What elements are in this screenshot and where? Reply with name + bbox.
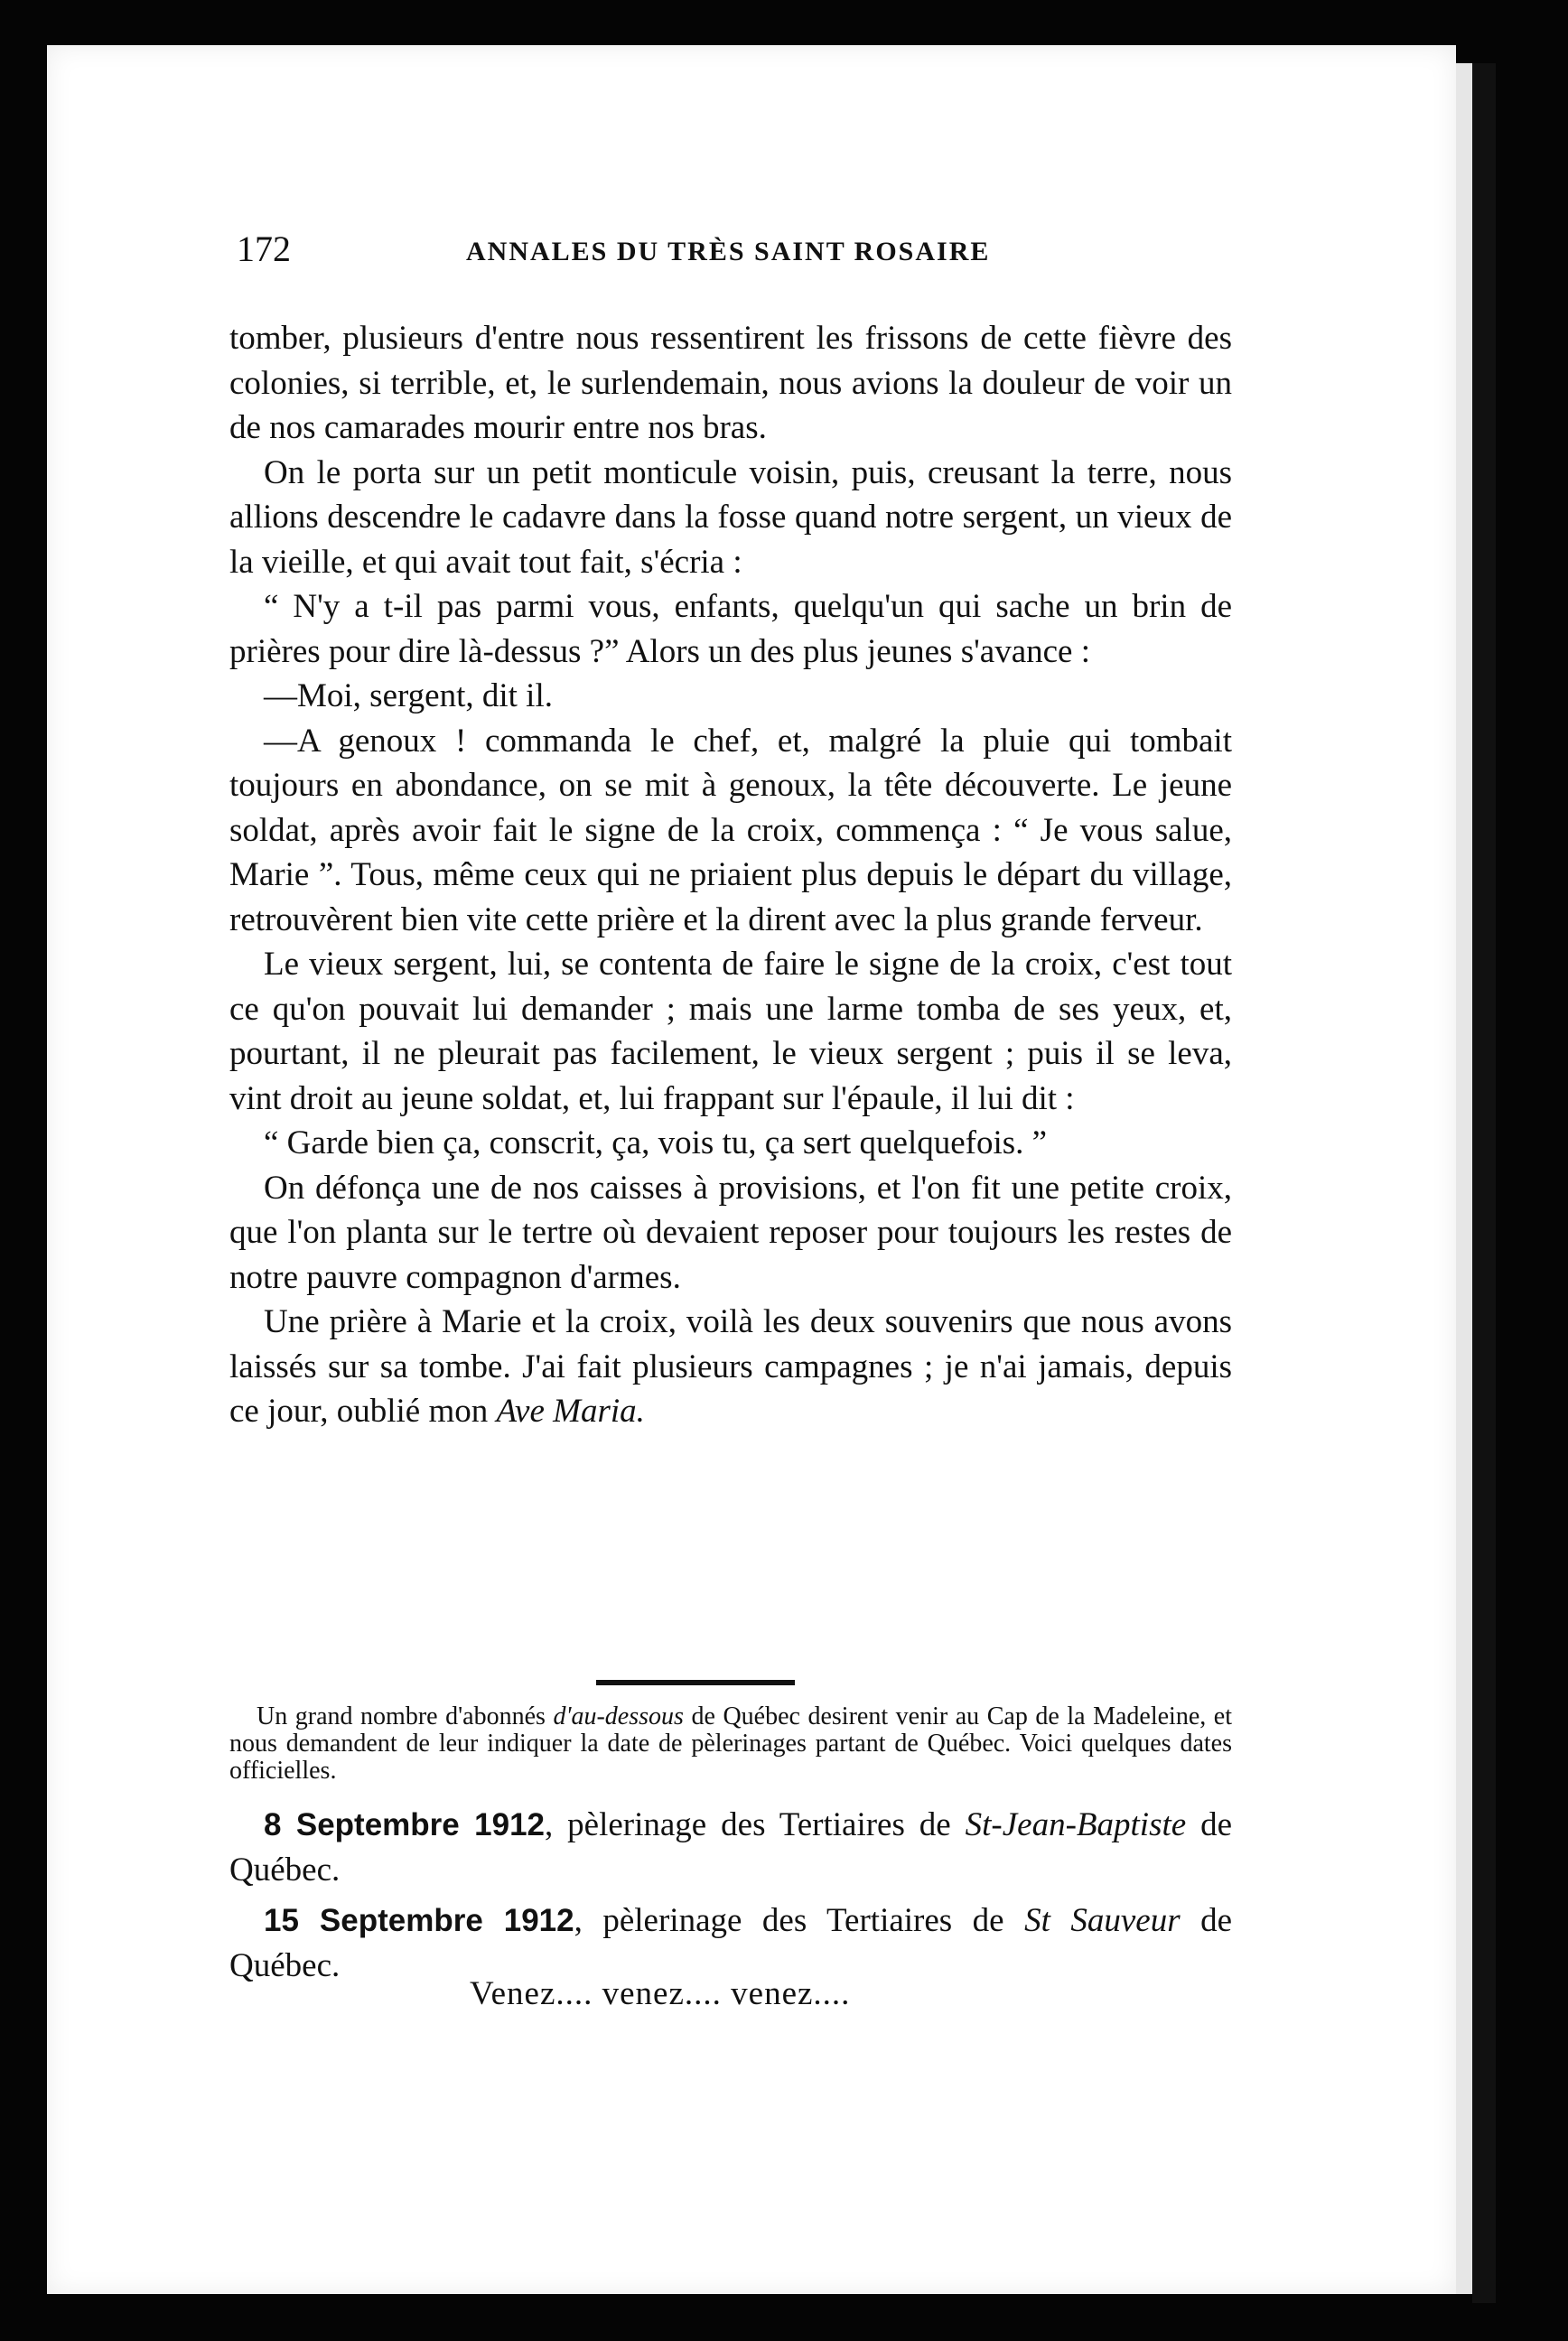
paragraph: —A genoux ! commanda le chef, et, malgré la pluie qui tombait toujours en abondance, on se mit à genoux, la tête découverte. Le jeune soldat, après avoir fait le signe de la croix, commença : “ Je vous salue, Marie ”. Tous, même ceux qui ne priaient plus depuis le départ du village, retrouvèrent bien vite cette prière et la dirent avec la plus grande ferveur. — [229, 722, 1232, 938]
running-title: ANNALES DU TRÈS SAINT ROSAIRE — [466, 237, 991, 266]
date-entry — [229, 1803, 1232, 1893]
paragraph: “ Garde bien ça, conscrit, ça, vois tu, ça sert quelquefois. ” — [264, 1124, 1048, 1161]
binding-shadow — [1472, 63, 1496, 2303]
notice-text: Un grand nombre d'abonnés — [257, 1702, 546, 1730]
notice-text: de Québec desirent venir au Cap de la Madeleine, et nous demandent de leur indiquer la date de pèlerinages partant de Québec. Voici quelques dates officielles. — [229, 1702, 1232, 1785]
date-place: St Sauveur — [1024, 1902, 1181, 1939]
pilgrimage-notice — [229, 1703, 1232, 1785]
section-divider — [596, 1680, 795, 1685]
paragraph: Le vieux sergent, lui, se contenta de faire le signe de la croix, c'est tout ce qu'on pouvait lui demander ; mais une larme tomba de ses yeux, et, pourtant, il ne pleurait pas facilement, le vieux sergent ; puis il se leva, vint droit au jeune soldat, et, lui frappant sur l'épaule, il lui dit : — [229, 946, 1232, 1117]
notice-paragraph — [229, 1703, 1232, 1785]
paragraph: —Moi, sergent, dit il. — [264, 677, 553, 714]
binding-edge — [1456, 63, 1472, 2294]
closing-line: Venez.... venez.... venez.... — [470, 1975, 851, 2012]
article-body — [229, 316, 1232, 1434]
date-label: 15 Septembre 1912 — [264, 1903, 574, 1938]
italic-phrase: Ave Maria. — [496, 1393, 645, 1430]
paragraph — [229, 1300, 1232, 1434]
page-number: 172 — [237, 229, 291, 269]
date-text: , pèlerinage des Tertiaires de — [545, 1806, 951, 1843]
notice-italic: d'au-dessous — [553, 1702, 684, 1730]
pilgrimage-dates — [229, 1803, 1232, 1994]
date-suffix: de Québec. — [229, 1902, 1233, 1984]
page-header — [237, 229, 1275, 282]
date-place: St-Jean-Baptiste — [965, 1806, 1187, 1843]
paragraph: “ N'y a t-il pas parmi vous, enfants, quelqu'un qui sache un brin de prières pour dire là-dessus ?” Alors un des plus jeunes s'avance : — [229, 588, 1232, 670]
paragraph: On le porta sur un petit monticule voisin, puis, creusant la terre, nous allions descendre le cadavre dans la fosse quand notre sergent, un vieux de la vieille, et qui avait tout fait, s'écria : — [229, 453, 1232, 581]
paragraph: tomber, plusieurs d'entre nous ressentirent les frissons de cette fièvre des colonies, si terrible, et, le surlendemain, nous avions la douleur de voir un de nos camarades mourir entre nos bras. — [229, 320, 1232, 446]
paragraph: On défonça une de nos caisses à provisions, et l'on fit une petite croix, que l'on planta sur le tertre où devaient reposer pour toujours les restes de notre pauvre compagnon d'armes. — [229, 1169, 1232, 1296]
date-suffix: de Québec. — [229, 1806, 1233, 1889]
date-text: , pèlerinage des Tertiaires de — [574, 1902, 1004, 1939]
paragraph-text: Une prière à Marie et la croix, voilà les deux souvenirs que nous avons laissés sur sa tombe. J'ai fait plusieurs campagnes ; je n'ai jamais, depuis ce jour, oublié mon — [229, 1303, 1232, 1430]
date-label: 8 Septembre 1912 — [264, 1807, 545, 1842]
